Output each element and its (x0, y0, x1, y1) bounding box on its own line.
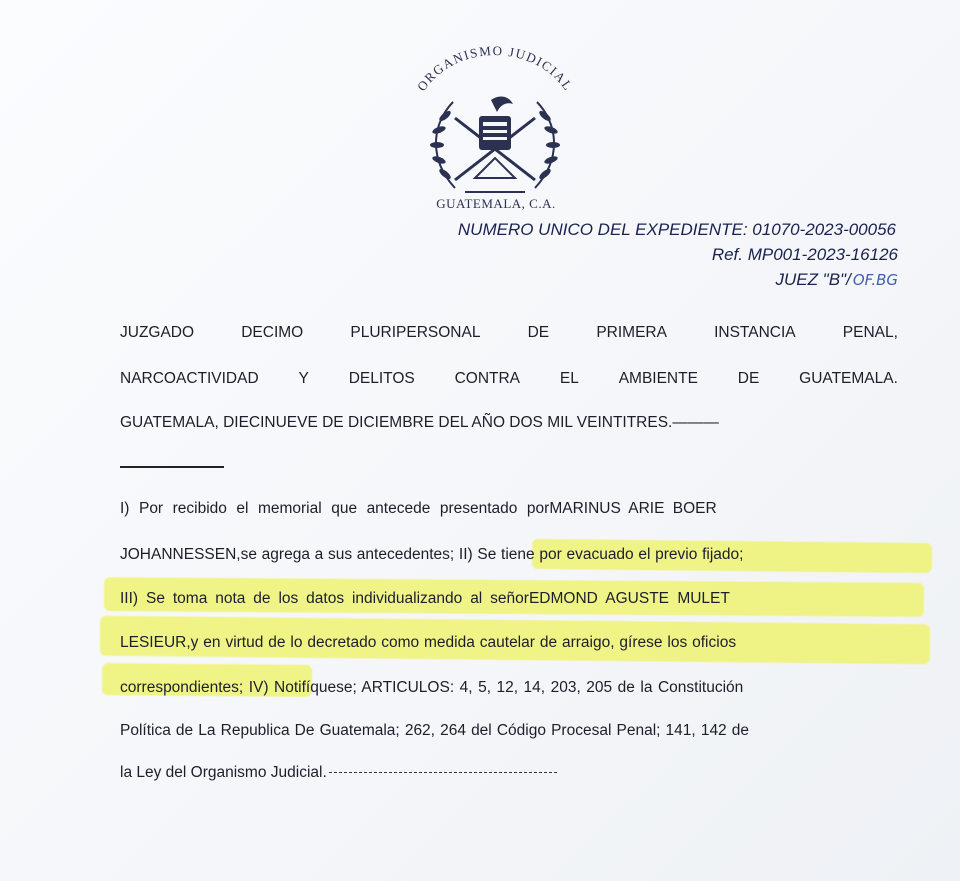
body-line-1 (120, 500, 898, 518)
body-text: III) Se toma nota de los datos individualizando al señor (120, 590, 529, 607)
seal-caption: GUATEMALA, C.A. (436, 196, 556, 211)
court-line-1 (120, 324, 898, 342)
court-line-2 (120, 370, 898, 388)
court-line-3 (120, 414, 898, 432)
word: PLURIPERSONAL (350, 324, 481, 341)
handwritten-initials: OF.BG (852, 271, 898, 289)
body-line-7 (120, 764, 898, 782)
party-name: JOHANNESSEN, (120, 546, 241, 563)
judge-label: JUEZ "B"/ (775, 270, 851, 289)
word: JUZGADO (120, 324, 195, 341)
judge-line (775, 270, 898, 290)
word: DELITOS (348, 370, 415, 387)
seal-emblem-icon (395, 30, 595, 220)
body-line-4 (120, 634, 898, 652)
word: DECIMO (241, 324, 304, 341)
body-line-3 (120, 590, 898, 608)
word: CONTRA (454, 370, 521, 387)
word: INSTANCIA (714, 324, 796, 341)
word: AMBIENTE (618, 370, 698, 387)
separator-rule (120, 466, 224, 468)
word: PENAL, (842, 324, 898, 341)
word: DE (737, 370, 760, 387)
word: EL (559, 370, 579, 387)
body-text: I) Por recibido el memorial que antecede presentado por (120, 500, 550, 517)
organismo-judicial-seal (395, 30, 595, 220)
body-text: y en virtud de lo decretado como medida cautelar de arraigo, gírese los oficios (190, 634, 737, 651)
party-name: MARINUS ARIE BOER (549, 500, 717, 517)
person-name: EDMOND AGUSTE MULET (528, 590, 730, 607)
body-text: se agrega a sus antecedentes; II) Se tiene por evacuado el previo fijado; (240, 546, 744, 563)
word: GUATEMALA. (799, 370, 898, 387)
body-line-5 (120, 679, 898, 697)
seal-ring-text: ORGANISMO JUDICIAL (413, 42, 577, 94)
body-text: la Ley del Organismo Judicial. (120, 764, 327, 781)
svg-text:ORGANISMO JUDICIAL (414, 43, 576, 94)
body-line-2 (120, 546, 898, 564)
court-date-text: GUATEMALA, DIECINUEVE DE DICIEMBRE DEL AÑO DOS MIL VEINTITRES.——— (120, 414, 719, 431)
body-text: correspondientes; IV) Notifíquese; ARTICULOS: 4, 5, 12, 14, 203, 205 de la Constitución (120, 679, 744, 696)
word: NARCOACTIVIDAD (120, 370, 259, 387)
body-line-6 (120, 722, 898, 740)
expediente-number: NUMERO UNICO DEL EXPEDIENTE: 01070-2023-00056 (457, 220, 896, 239)
dashed-fill-line (329, 772, 557, 773)
body-text: Política de La Republica De Guatemala; 262, 264 del Código Procesal Penal; 141, 142 de (120, 722, 750, 739)
mp-reference: Ref. MP001-2023-16126 (711, 245, 898, 264)
word: DE (527, 324, 550, 341)
person-name: LESIEUR, (120, 634, 191, 651)
word: Y (298, 370, 309, 387)
word: PRIMERA (596, 324, 667, 341)
